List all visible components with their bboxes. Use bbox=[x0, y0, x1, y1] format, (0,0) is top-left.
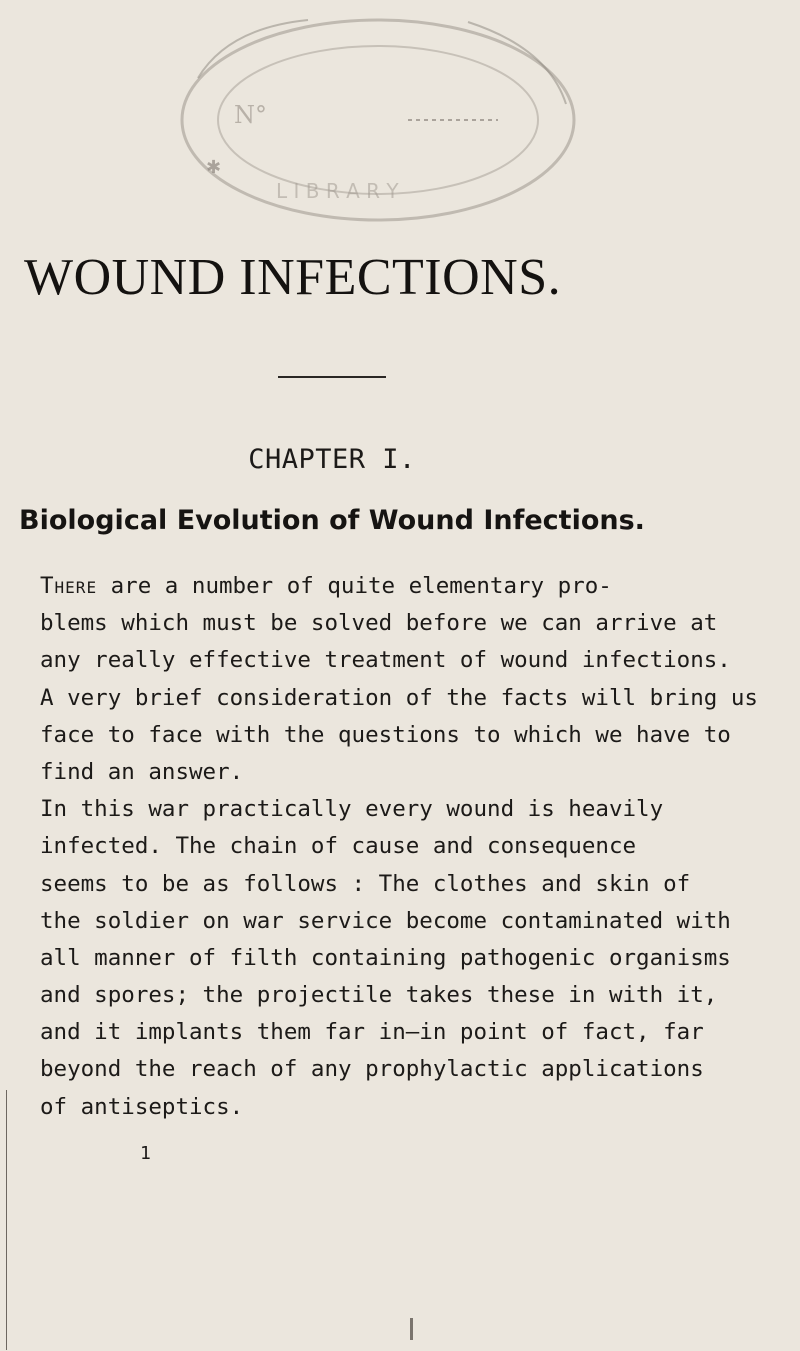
library-stamp bbox=[168, 8, 588, 236]
text-line: any really effective treatment of wound infections. bbox=[40, 647, 731, 674]
body-text bbox=[40, 568, 758, 1126]
text-line: A very brief consideration of the facts will bring us bbox=[40, 684, 758, 711]
page-number: 1 bbox=[140, 1143, 151, 1164]
text-line: and it implants them far in—in point of fact, far bbox=[40, 1019, 704, 1046]
text-line-content: are a number of quite elementary pro- bbox=[97, 573, 612, 599]
opening-word: There bbox=[40, 573, 98, 599]
stamp-number-label: N° bbox=[234, 101, 267, 129]
heading-divider bbox=[278, 376, 386, 378]
text-line: find an answer. bbox=[40, 758, 244, 785]
text-line: the soldier on war service become contaminated with bbox=[40, 907, 731, 934]
scan-mark bbox=[410, 1318, 413, 1340]
text-line: infected. The chain of cause and consequence bbox=[40, 833, 637, 860]
margin-line bbox=[6, 1090, 7, 1350]
chapter-title: CHAPTER I. bbox=[248, 444, 416, 475]
text-line: In this war practically every wound is heavily bbox=[40, 796, 664, 823]
text-line: all manner of filth containing pathogenic organisms bbox=[40, 944, 731, 971]
text-line: of antiseptics. bbox=[40, 1093, 244, 1120]
page-heading: WOUND INFECTIONS. bbox=[24, 249, 562, 306]
text-line: blems which must be solved before we can arrive at bbox=[40, 610, 718, 637]
stamp-library-label: L I B R A R Y bbox=[276, 179, 399, 203]
text-line bbox=[40, 568, 678, 605]
text-line: and spores; the projectile takes these in with it, bbox=[40, 982, 718, 1009]
text-line: face to face with the questions to which we have to bbox=[40, 721, 731, 748]
text-line: seems to be as follows : The clothes and skin of bbox=[40, 870, 691, 897]
text-line: beyond the reach of any prophylactic applications bbox=[40, 1056, 704, 1083]
svg-text:✱: ✱ bbox=[206, 157, 222, 178]
chapter-subtitle: Biological Evolution of Wound Infections. bbox=[19, 505, 645, 536]
